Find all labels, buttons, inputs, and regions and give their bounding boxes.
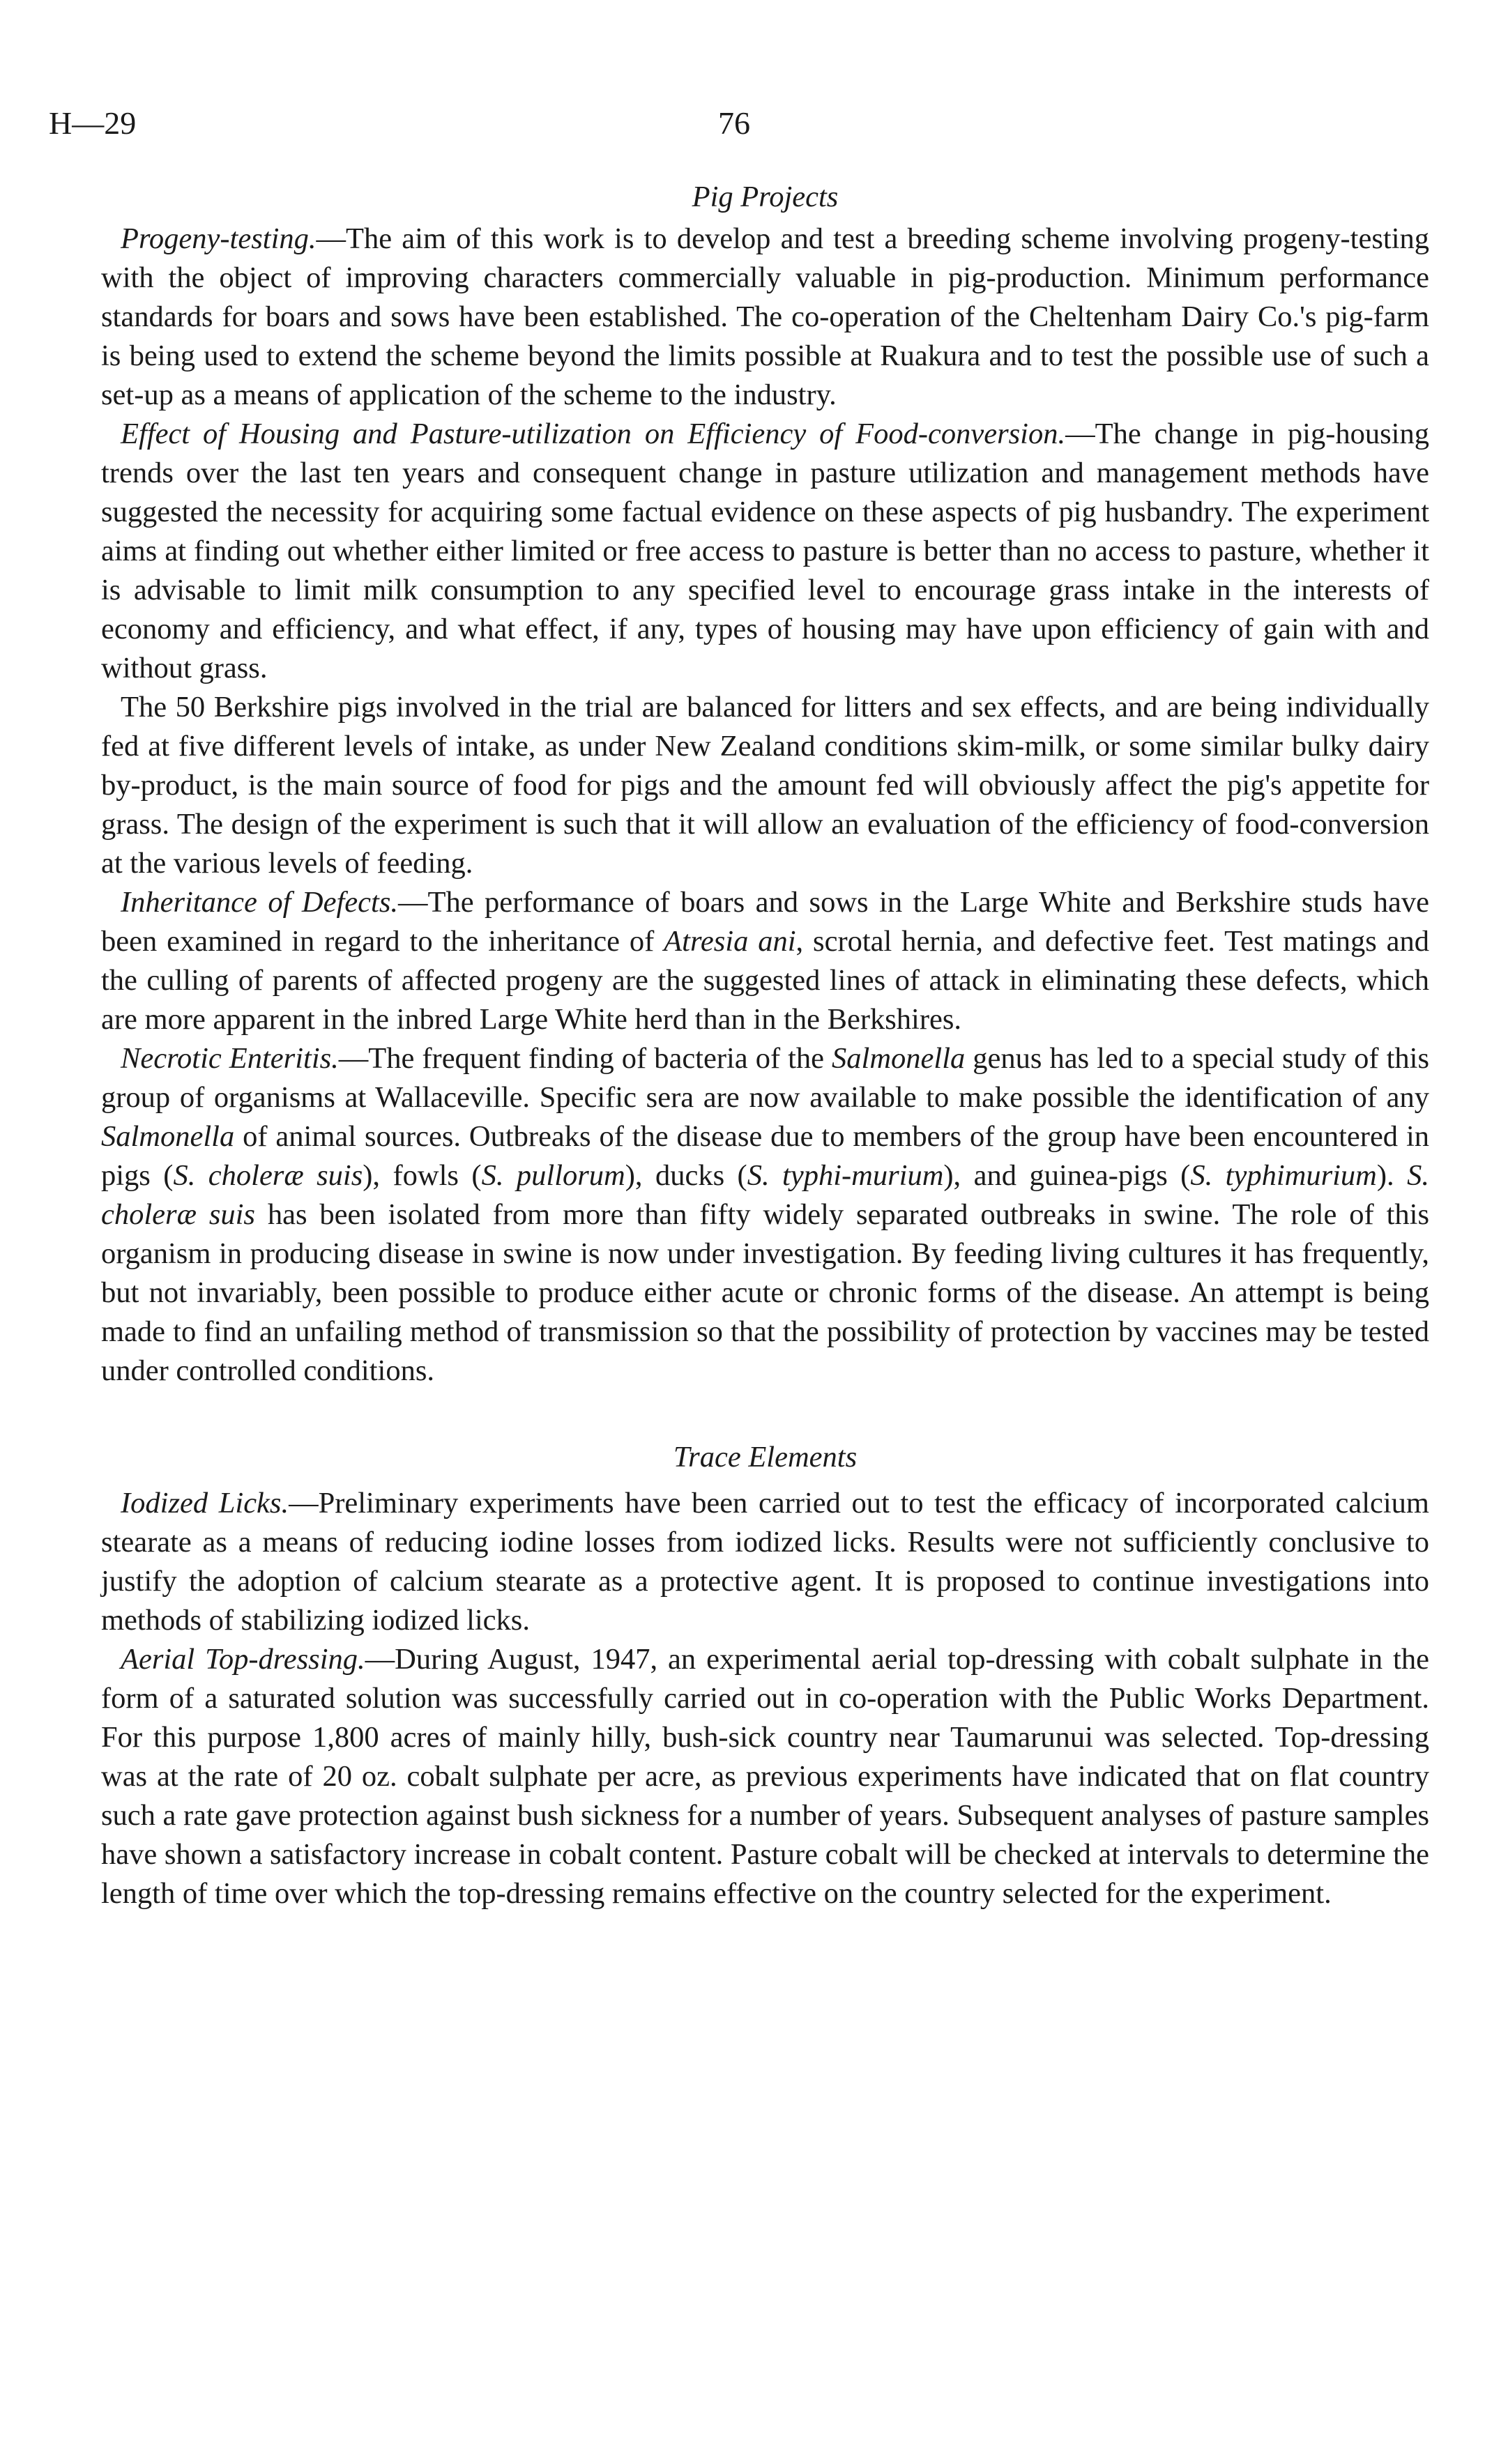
paragraph-text: The 50 Berkshire pigs involved in the trial are balanced for litters and sex effects, and are being individually fed at five different levels of intake, as under New Zealand conditions skim-milk, or some similar bulky dairy by-product, is the main source of food for pigs and the amount fed will obviously affect the pig's appetite for grass. The design of the experiment is such that it will allow an evaluation of the efficiency of food-conversion at the various levels of feeding. <box>101 691 1429 880</box>
species-name: S. pullorum <box>481 1159 625 1192</box>
run-in-heading: Progeny-testing. <box>121 222 317 255</box>
paragraph-aerial-top-dressing <box>101 1640 1429 1913</box>
page-header <box>49 105 1443 153</box>
species-name: S. typhimurium <box>1190 1159 1377 1192</box>
body-text <box>101 178 1429 1913</box>
paragraph-inheritance-defects <box>101 883 1429 1039</box>
species-name: Salmonella <box>832 1042 966 1075</box>
paragraph-text: of animal sources. Outbreaks of the disease due to members of the group have been encountered in pigs ( <box>101 1120 1429 1192</box>
paragraph-text: —The performance of boars and sows in the Large White and Berkshire studs have been examined in regard to the inheritance of <box>101 886 1430 958</box>
paragraph-necrotic-enteritis <box>101 1039 1429 1391</box>
paragraph-text: ), and guinea-pigs ( <box>943 1159 1191 1192</box>
paragraph-text: ), ducks ( <box>625 1159 747 1192</box>
section-heading-pig-projects: Pig Projects <box>692 181 839 213</box>
species-name: S. typhi-murium <box>747 1159 944 1192</box>
document-reference: H—29 <box>49 105 137 141</box>
run-in-heading: Effect of Housing and Pasture-utilization on Efficiency of Food-conversion. <box>121 418 1066 450</box>
paragraph-text: —The change in pig-housing trends over the last ten years and consequent change in pasture utilization and management methods have suggested the necessity for acquiring some factual evidence on these aspects of pig husbandry. The experiment aims at finding out whether either limited or free access to pasture is better than no access to pasture, whether it is advisable to limit milk consumption to any specified level to encourage grass intake in the interests of economy and efficiency, and what effect, if any, types of housing may have upon efficiency of gain with and without grass. <box>101 418 1429 684</box>
paragraph-text: —The aim of this work is to develop and test a breeding scheme involving progeny-testing with the object of improving characters commercially valuable in pig-production. Minimum performance standards for boars and sows have been established. The co-operation of the Cheltenham Dairy Co.'s pig-farm is being used to extend the scheme beyond the limits possible at Ruakura and to test the possible use of such a set-up as a means of application of the scheme to the industry. <box>101 222 1429 411</box>
paragraph-text: ), fowls ( <box>363 1159 482 1192</box>
species-name: Atresia ani <box>664 925 796 958</box>
paragraph-berkshire-trial <box>101 688 1429 883</box>
run-in-heading: Inheritance of Defects. <box>121 886 398 919</box>
paragraph-text: ). <box>1376 1159 1408 1192</box>
page-number: 76 <box>718 105 750 141</box>
paragraph-text: —Preliminary experiments have been carried out to test the efficacy of incorporated calcium stearate as a means of reducing iodine losses from iodized licks. Results were not sufficiently conclusive to justify the adoption of calcium stearate as a protective agent. It is proposed to continue investigations into methods of stabilizing iodized licks. <box>101 1487 1429 1637</box>
paragraph-housing-pasture <box>101 415 1429 688</box>
paragraph-text: , scrotal hernia, and defective feet. Test matings and the culling of parents of affected progeny are the suggested lines of attack in eliminating these defects, which are more apparent in the inbred Large White herd than in the Berkshires. <box>101 925 1430 1036</box>
paragraph-text: genus has led to a special study of this group of organisms at Wallaceville. Specific sera are now available to make possible the identification of any <box>101 1042 1429 1114</box>
run-in-heading: Iodized Licks. <box>121 1487 289 1520</box>
paragraph-iodized-licks <box>101 1484 1429 1640</box>
paragraph-progeny-testing <box>101 220 1429 415</box>
species-name: S. choleræ suis <box>173 1159 363 1192</box>
paragraph-text: has been isolated from more than fifty widely separated outbreaks in swine. The role of this organism in producing disease in swine is now under investigation. By feeding living cultures it has frequently, but not invariably, been possible to produce either acute or chronic forms of the disease. An attempt is being made to find an unfailing method of transmission so that the possibility of protection by vaccines may be tested under controlled conditions. <box>101 1198 1429 1387</box>
paragraph-text: —During August, 1947, an experimental aerial top-dressing with cobalt sulphate in the form of a saturated solution was successfully carried out in co-operation with the Public Works Department. For this purpose 1,800 acres of mainly hilly, bush-sick country near Taumarunui was selected. Top-dressing was at the rate of 20 oz. cobalt sulphate per acre, as previous experiments have indicated that on flat country such a rate gave protection against bush sickness for a number of years. Subsequent analyses of pasture samples have shown a satisfactory increase in cobalt content. Pasture cobalt will be checked at intervals to determine the length of time over which the top-dressing remains effective on the country selected for the experiment. <box>101 1643 1429 1910</box>
run-in-heading: Aerial Top-dressing. <box>121 1643 365 1676</box>
run-in-heading: Necrotic Enteritis. <box>121 1042 339 1075</box>
paragraph-text: —The frequent finding of bacteria of the <box>338 1042 832 1075</box>
species-name: Salmonella <box>101 1120 235 1153</box>
section-heading-trace-elements: Trace Elements <box>673 1441 858 1474</box>
species-name: S. choleræ suis <box>101 1159 1429 1231</box>
